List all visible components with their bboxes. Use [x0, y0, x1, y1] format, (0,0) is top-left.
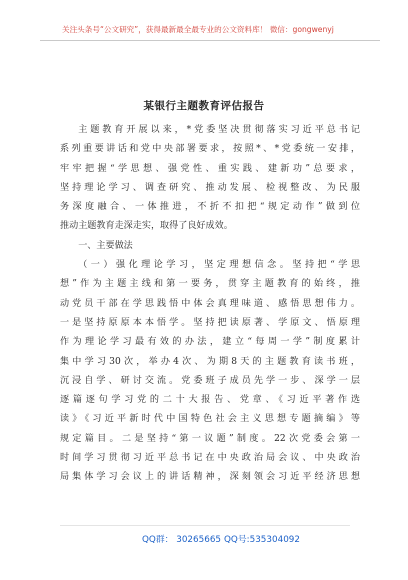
body-line: 想”作为主题主线和第一要务，贯穿主题教育的始终，推: [60, 279, 360, 290]
qq-number-link[interactable]: QQ号:535304092: [224, 535, 300, 545]
body-line: 一是坚持原原本本悟学。坚持把读原著、学原文、悟原理: [60, 317, 360, 328]
body-line: 作为理论学习最有效的办法，建立“每周一学”制度累计: [60, 337, 360, 348]
section-heading: 一、主要做法: [78, 240, 133, 251]
document-title: 某银行主题教育评估报告: [143, 100, 265, 112]
body-line: 系列重要讲话和党中央部署要求，按照*、*党委统一安排，: [60, 144, 360, 155]
body-line: 规定篇目。二是坚持“第一议题”制度。22次党委会第一: [60, 433, 360, 444]
body-line: 时间学习贯彻习近平总书记在中央政治局会议、中央政治: [60, 453, 360, 464]
document-body: [60, 121, 360, 488]
qq-group-link[interactable]: QQ群： 30265665: [142, 535, 222, 545]
body-line: 动党员干部在学思践悟中体会真理味道、感悟思想伟力。: [60, 298, 360, 309]
body-line: 务深度融合、一体推进，不折不扣把“规定动作”做到位: [60, 202, 360, 213]
body-line: 逐篇逐句学习党的二十大报告、党章、《习近平著作选: [60, 395, 360, 406]
body-line: 推动主题教育走深走实，取得了良好成效。: [60, 221, 233, 232]
page-footer: [0, 528, 408, 546]
body-line: 主题教育开展以来，*党委坚决贯彻落实习近平总书记: [78, 125, 360, 135]
page-header: [40, 18, 380, 41]
body-line: 沉浸自学、研讨交流。党委班子成员先学一步、深学一层: [60, 375, 360, 386]
body-line: 读》《习近平新时代中国特色社会主义思想专题摘编》等: [60, 414, 360, 425]
footer-divider: [60, 525, 350, 526]
body-line: 局集体学习会议上的讲话精神，深刻领会习近平经济思想: [60, 472, 360, 483]
body-line: 集中学习30次，举办4次、为期8天的主题教育读书班，: [60, 356, 360, 367]
header-notice: 关注头条号“公文研究”，获得最新最全最专业的公文资料库！ 微信：gongwenyj: [62, 25, 334, 34]
body-line: 牢牢把握“学思想、强党性、重实践、建新功”总要求，: [60, 163, 360, 174]
body-line: （一）强化理论学习，坚定理想信念。坚持把“学思: [78, 260, 360, 271]
body-line: 坚持理论学习、调查研究、推动发展、检视整改、为民服: [60, 182, 360, 193]
